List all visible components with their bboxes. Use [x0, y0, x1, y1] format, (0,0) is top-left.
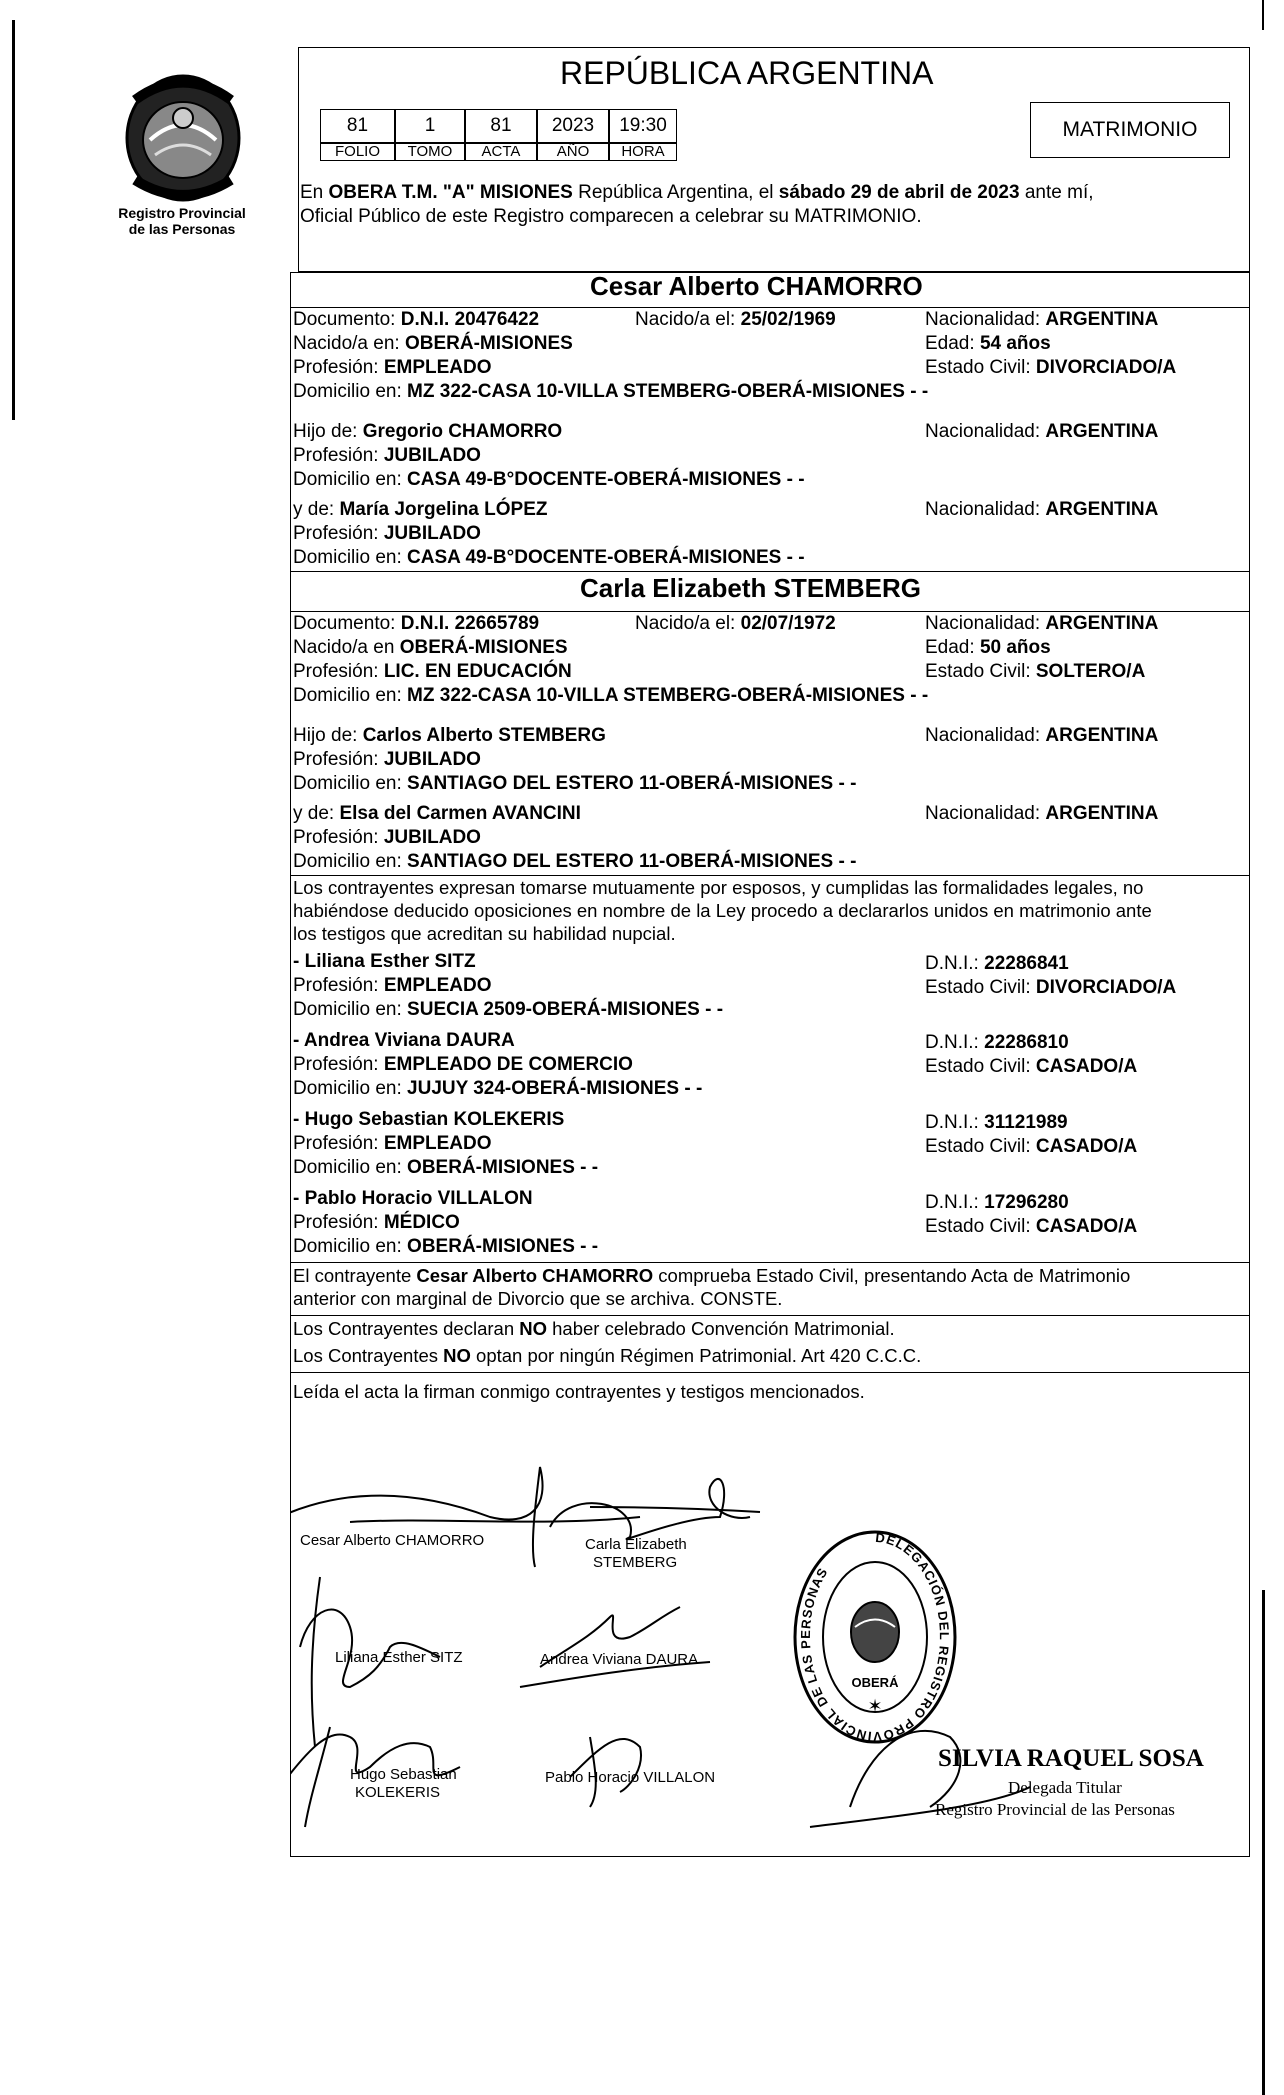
label: Nacionalidad: [925, 421, 1046, 442]
divider [290, 1315, 1250, 1316]
value: EMPLEADO [383, 975, 492, 996]
value: 17296280 [984, 1192, 1069, 1213]
witness-name: - Andrea Viviana DAURA [293, 1030, 515, 1051]
witness-dni [925, 1032, 1069, 1054]
value: ARGENTINA [1045, 421, 1159, 442]
value: MZ 322-CASA 10-VILLA STEMBERG-OBERÁ-MISIONES - - [407, 381, 929, 402]
groom-mother-address [293, 547, 805, 569]
witness-address [293, 1078, 702, 1100]
groom-father-nationality [925, 421, 1158, 443]
value: Elsa del Carmen AVANCINI [339, 803, 581, 824]
sig-label-groom: Cesar Alberto CHAMORRO [300, 1532, 485, 1549]
label: Profesión: [293, 523, 384, 544]
value: CASA 49-B°DOCENTE-OBERÁ-MISIONES - - [407, 547, 805, 568]
bride-civil-status [925, 661, 1145, 683]
sig-label-bride-1: Carla Elizabeth [585, 1536, 687, 1553]
value: DIVORCIADO/A [1035, 977, 1177, 998]
divider [290, 1372, 1250, 1373]
witness-dni [925, 1112, 1068, 1134]
label: D.N.I.: [925, 1112, 985, 1133]
intro-place: OBERA T.M. "A" MISIONES [328, 182, 573, 203]
value: LIC. EN EDUCACIÓN [383, 661, 572, 682]
label: Hijo de: [293, 421, 363, 442]
declaration-line-2: habiéndose deducido oposiciones en nombre de la Ley procedo a declararlos unidos en matrimonio ante [293, 900, 1152, 921]
bride-dni: D.N.I. 22665789 [400, 613, 540, 634]
divider [290, 611, 1250, 612]
value: OBERÁ-MISIONES - - [407, 1236, 599, 1257]
label: Domicilio en: [293, 381, 408, 402]
bride-profession [293, 661, 572, 683]
groom-father [293, 421, 562, 443]
bride-mother-address [293, 851, 856, 873]
groom-age [925, 333, 1051, 355]
groom-profession [293, 357, 492, 379]
witness-civil-status [925, 977, 1176, 999]
sig-label-witness-1: Liliana Esther SITZ [335, 1649, 463, 1666]
label: Domicilio en: [293, 773, 408, 794]
label: Estado Civil: [925, 1056, 1036, 1077]
value: ARGENTINA [1045, 499, 1159, 520]
value: ARGENTINA [1045, 613, 1159, 634]
label: Nacionalidad: [925, 725, 1046, 746]
witness-name: - Hugo Sebastian KOLEKERIS [293, 1109, 565, 1130]
bride-age [925, 637, 1051, 659]
note-a: El contrayente [293, 1265, 417, 1286]
regime-line-2 [293, 1345, 921, 1367]
witness-dni [925, 1192, 1069, 1214]
value: EMPLEADO [383, 1133, 492, 1154]
sig-label-witness-3b: KOLEKERIS [355, 1784, 441, 1801]
value: María Jorgelina LÓPEZ [339, 499, 548, 520]
bride-father [293, 725, 606, 747]
value: ARGENTINA [1045, 803, 1159, 824]
label: Estado Civil: [925, 977, 1036, 998]
text: Los Contrayentes declaran [293, 1318, 520, 1339]
note-name: Cesar Alberto CHAMORRO [416, 1265, 654, 1286]
value: OBERÁ-MISIONES [399, 637, 568, 658]
witness-civil-status [925, 1136, 1137, 1158]
witness-civil-status [925, 1216, 1137, 1238]
official-office: Registro Provincial de las Personas [935, 1800, 1175, 1819]
label: Nacido/a en: [293, 333, 405, 354]
witness-address [293, 999, 723, 1021]
groom-mother-profession [293, 523, 481, 545]
label: Documento: [293, 309, 401, 330]
groom-civil-status [925, 357, 1176, 379]
value: CASA 49-B°DOCENTE-OBERÁ-MISIONES - - [407, 469, 805, 490]
note-line-1 [293, 1265, 1130, 1287]
value: MÉDICO [383, 1212, 460, 1233]
value: OBERÁ-MISIONES - - [407, 1157, 599, 1178]
scan-edge-right [1262, 1590, 1265, 2095]
acta-label: ACTA [465, 143, 537, 161]
folio-value: 81 [320, 109, 395, 143]
value: JUBILADO [383, 749, 481, 770]
declaration-line-3: los testigos que acreditan su habilidad nupcial. [293, 923, 676, 944]
groom-mother-nationality [925, 499, 1158, 521]
regime-line-1 [293, 1318, 895, 1340]
label: Profesión: [293, 1212, 384, 1233]
bride-mother [293, 803, 581, 825]
scan-edge-top-right [1262, 0, 1264, 30]
marriage-record [290, 47, 1250, 1857]
label: Profesión: [293, 357, 384, 378]
country-title: REPÚBLICA ARGENTINA [560, 55, 934, 91]
value: JUBILADO [383, 445, 481, 466]
label: y de: [293, 499, 340, 520]
value: CASADO/A [1035, 1216, 1138, 1237]
value: SANTIAGO DEL ESTERO 11-OBERÁ-MISIONES - - [407, 773, 857, 794]
bride-birthdate: 02/07/1972 [740, 613, 836, 634]
label: D.N.I.: [925, 953, 985, 974]
no: NO [519, 1318, 547, 1339]
value: EMPLEADO DE COMERCIO [383, 1054, 633, 1075]
sig-label-witness-3a: Hugo Sebastian [350, 1766, 457, 1783]
bride-born-on [635, 613, 836, 635]
value: EMPLEADO [383, 357, 492, 378]
declaration-line-1: Los contrayentes expresan tomarse mutuamente por esposos, y cumplidas las formalidades legales, no [293, 877, 1144, 898]
witness-address [293, 1157, 598, 1179]
label: Profesión: [293, 1133, 384, 1154]
witness-name: - Liliana Esther SITZ [293, 951, 476, 972]
value: SUECIA 2509-OBERÁ-MISIONES - - [407, 999, 724, 1020]
label: Nacionalidad: [925, 803, 1046, 824]
stamp-star-icon: ✶ [867, 1696, 883, 1717]
label: Domicilio en: [293, 999, 408, 1020]
value: JUJUY 324-OBERÁ-MISIONES - - [407, 1078, 703, 1099]
sig-label-witness-4: Pablo Horacio VILLALON [545, 1769, 716, 1786]
groom-born-in [293, 333, 573, 355]
divider [290, 875, 1250, 876]
label: Domicilio en: [293, 1078, 408, 1099]
label: Estado Civil: [925, 1136, 1036, 1157]
witness-profession [293, 1133, 492, 1155]
value: Gregorio CHAMORRO [362, 421, 563, 442]
value: JUBILADO [383, 523, 481, 544]
groom-doc [293, 309, 539, 331]
bride-born-in [293, 637, 568, 659]
label: Nacido/a en [293, 637, 400, 658]
label: Domicilio en: [293, 1157, 408, 1178]
intro-1e: ante mí, [1019, 182, 1094, 203]
value: CASADO/A [1035, 1056, 1138, 1077]
bride-mother-nationality [925, 803, 1158, 825]
folio-label: FOLIO [320, 143, 395, 161]
label: Edad: [925, 333, 980, 354]
hora-value: 19:30 [609, 109, 677, 143]
value: 22286841 [984, 953, 1069, 974]
anio-value: 2023 [537, 109, 609, 143]
divider [290, 1262, 1250, 1263]
label: D.N.I.: [925, 1032, 985, 1053]
witness-profession [293, 975, 492, 997]
value: SOLTERO/A [1035, 661, 1146, 682]
bride-mother-profession [293, 827, 481, 849]
closing-text: Leída el acta la firman conmigo contrayentes y testigos mencionados. [293, 1381, 865, 1402]
record-type-box: MATRIMONIO [1030, 102, 1230, 158]
label: Domicilio en: [293, 685, 408, 706]
tomo-label: TOMO [395, 143, 465, 161]
bride-doc [293, 613, 539, 635]
groom-father-address [293, 469, 805, 491]
label: D.N.I.: [925, 1192, 985, 1213]
no: NO [443, 1345, 471, 1366]
groom-birthdate: 25/02/1969 [740, 309, 836, 330]
label: Estado Civil: [925, 1216, 1036, 1237]
label: Nacionalidad: [925, 309, 1046, 330]
registry-caption-line1: Registro Provincial [118, 205, 246, 221]
registry-caption-line2: de las Personas [128, 221, 236, 237]
witness-profession [293, 1054, 633, 1076]
hora-label: HORA [609, 143, 677, 161]
intro-line-1 [300, 182, 1094, 204]
value: JUBILADO [383, 827, 481, 848]
text: optan por ningún Régimen Patrimonial. Art 420 C.C.C. [470, 1345, 922, 1366]
bride-name: Carla Elizabeth STEMBERG [580, 573, 921, 603]
label: Profesión: [293, 661, 384, 682]
label: Nacido/a el: [635, 309, 741, 330]
value: 31121989 [984, 1112, 1068, 1133]
value: 54 años [979, 333, 1051, 354]
label: Profesión: [293, 749, 384, 770]
bride-nationality [925, 613, 1158, 635]
label: Edad: [925, 637, 980, 658]
label: Hijo de: [293, 725, 363, 746]
stamp-ring-text: DELEGACIÓN DEL REGISTRO PROVINCIAL DE LAS PERSONAS [797, 1529, 952, 1745]
text: Los Contrayentes [293, 1345, 444, 1366]
stamp-bottom-text: OBERÁ [851, 1675, 899, 1690]
label: Nacionalidad: [925, 499, 1046, 520]
groom-mother [293, 499, 547, 521]
anio-label: AÑO [537, 143, 609, 161]
label: y de: [293, 803, 340, 824]
value: ARGENTINA [1045, 725, 1159, 746]
witness-civil-status [925, 1056, 1137, 1078]
value: 22286810 [984, 1032, 1069, 1053]
witness-name: - Pablo Horacio VILLALON [293, 1188, 533, 1209]
province-seal-logo [105, 70, 255, 270]
bride-father-nationality [925, 725, 1158, 747]
witness-address [293, 1236, 598, 1258]
value: MZ 322-CASA 10-VILLA STEMBERG-OBERÁ-MISIONES - - [407, 685, 929, 706]
acta-value: 81 [465, 109, 537, 143]
divider [290, 307, 1250, 308]
label: Nacionalidad: [925, 613, 1046, 634]
bride-father-address [293, 773, 856, 795]
groom-nationality [925, 309, 1158, 331]
label: Domicilio en: [293, 469, 408, 490]
official-name: SILVIA RAQUEL SOSA [938, 1745, 1204, 1772]
value: CASADO/A [1035, 1136, 1138, 1157]
label: Profesión: [293, 827, 384, 848]
label: Profesión: [293, 1054, 384, 1075]
note-line-2: anterior con marginal de Divorcio que se archiva. CONSTE. [293, 1288, 783, 1309]
text: haber celebrado Convención Matrimonial. [547, 1318, 895, 1339]
label: Nacido/a el: [635, 613, 741, 634]
value: ARGENTINA [1045, 309, 1159, 330]
sig-label-bride-2: STEMBERG [593, 1554, 678, 1571]
scan-edge-left [12, 20, 15, 420]
label: Domicilio en: [293, 1236, 408, 1257]
registry-stamp [790, 1527, 960, 1747]
groom-dni: D.N.I. 20476422 [400, 309, 540, 330]
label: Profesión: [293, 975, 384, 996]
label: Estado Civil: [925, 357, 1036, 378]
label: Domicilio en: [293, 547, 408, 568]
groom-name: Cesar Alberto CHAMORRO [590, 271, 923, 301]
label: Domicilio en: [293, 851, 408, 872]
label: Estado Civil: [925, 661, 1036, 682]
label: Profesión: [293, 445, 384, 466]
bride-address [293, 685, 928, 707]
groom-father-profession [293, 445, 481, 467]
value: Carlos Alberto STEMBERG [362, 725, 606, 746]
groom-address [293, 381, 928, 403]
intro-1a: En [300, 182, 329, 203]
official-title: Delegada Titular [1008, 1778, 1122, 1797]
sig-label-witness-2: Andrea Viviana DAURA [540, 1651, 699, 1668]
bride-father-profession [293, 749, 481, 771]
intro-date: sábado 29 de abril de 2023 [778, 182, 1020, 203]
value: OBERÁ-MISIONES [404, 333, 573, 354]
divider [290, 571, 1250, 572]
value: SANTIAGO DEL ESTERO 11-OBERÁ-MISIONES - - [407, 851, 857, 872]
registry-caption [102, 205, 262, 237]
intro-1c: República Argentina, el [572, 182, 779, 203]
witness-dni [925, 953, 1069, 975]
value: DIVORCIADO/A [1035, 357, 1177, 378]
value: 50 años [979, 637, 1051, 658]
label: Documento: [293, 613, 401, 634]
tomo-value: 1 [395, 109, 465, 143]
intro-line-2: Oficial Público de este Registro comparecen a celebrar su MATRIMONIO. [300, 206, 922, 227]
groom-born-on [635, 309, 836, 331]
witness-profession [293, 1212, 460, 1234]
note-c: comprueba Estado Civil, presentando Acta de Matrimonio [653, 1265, 1131, 1286]
